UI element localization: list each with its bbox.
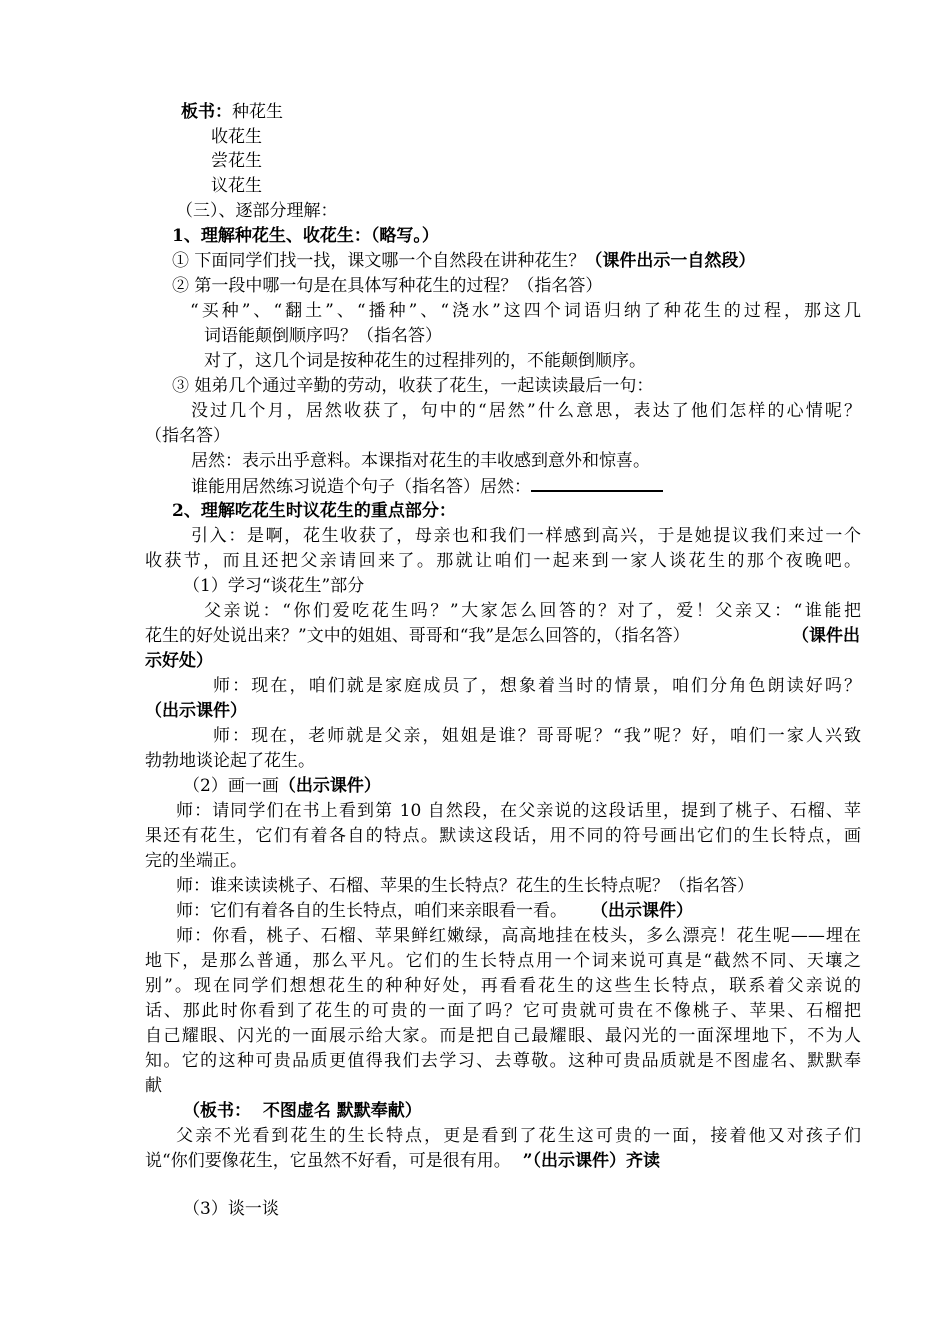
- sub-2-para-5-line-1: 父亲不光看到花生的生长特点，更是看到了花生这可贵的一面，接着他又对孩子们: [176, 1126, 861, 1146]
- sub-1-courseware-note: （课件出: [792, 626, 860, 646]
- board-line-2: 收花生: [211, 127, 262, 147]
- part-1-question-1: ① 下面同学们找一找，课文哪一个自然段在讲种花生？（课件出示一自然段）: [172, 251, 756, 271]
- part-1-q2-answer: 对了，这几个词是按种花生的过程排列的，不能颠倒顺序。: [204, 351, 646, 371]
- sub-1-para-2-line-1: 师：现在，咱们就是家庭成员了，想象着当时的情景，咱们分角色朗读好吗？: [213, 676, 861, 696]
- sub-1-title: （1）学习“谈花生”部分: [183, 576, 365, 596]
- sub-1-para-1-line-3: 示好处）: [145, 651, 213, 671]
- sub-1-para-1-line-1: 父亲说：“你们爱吃花生吗？”大家怎么回答的？对了，爱！父亲又：“谁能把: [204, 601, 861, 621]
- board-heading: [181, 100, 283, 125]
- sub-2-para-4-line-1: 师：你看，桃子、石榴、苹果鲜红嫩绿，高高地挂在枝头，多么漂亮！花生呢——埋在: [176, 926, 861, 946]
- sub-2-para-4-line-6: 知。它的这种可贵品质更值得我们去学习、去尊敬。这种可贵品质就是不图虚名、默默奉: [145, 1051, 861, 1071]
- courseware-note: （课件出示一自然段）: [585, 251, 756, 271]
- sub-2-para-4-line-3: 别”。现在同学们想想花生的种种好处，再看看花生的这些生长特点，联系着父亲说的: [145, 976, 861, 996]
- section-3-title: （三）、逐部分理解：: [176, 201, 338, 221]
- board-label: 板书：: [181, 102, 232, 122]
- sub-2-para-2: 师：谁来读读桃子、石榴、苹果的生长特点？花生的生长特点呢？（指名答）: [176, 876, 754, 896]
- sub-1-para-2-line-2: （出示课件）: [145, 701, 247, 721]
- sub-2-para-1-line-3: 完的坐端正。: [145, 851, 247, 871]
- sub-2-para-4-line-5: 自己耀眼、闪光的一面展示给大家。而是把自己最耀眼、最闪光的一面深埋地下，不为人: [145, 1026, 861, 1046]
- part-2-intro-line-2: 收获节，而且还把父亲请回来了。那就让咱们一起来到一家人谈花生的那个夜晚吧。: [145, 551, 861, 571]
- part-1-q3-detail-line-1: 没过几个月，居然收获了，句中的“居然”什么意思，表达了他们怎样的心情呢？: [191, 401, 861, 421]
- board-line-1: 种花生: [232, 102, 283, 122]
- part-1-question-3: ③ 姐弟几个通过辛勤的劳动，收获了花生，一起读读最后一句：: [172, 376, 654, 396]
- part-1-q2-detail-line-1: “买种”、“翻土”、“播种”、“浇水”这四个词语归纳了种花生的过程，那这几: [190, 301, 861, 321]
- part-1-q3-answer: 居然：表示出乎意料。本课指对花生的丰收感到意外和惊喜。: [191, 451, 650, 471]
- sub-2-board-note: （板书： 不图虚名 默默奉献）: [183, 1101, 422, 1121]
- sub-2-para-3: 师：它们有着各自的生长特点，咱们来亲眼看一看。 （出示课件）: [176, 901, 693, 921]
- board-line-3: 尝花生: [211, 151, 262, 171]
- sub-1-para-1-line-2: 花生的好处说出来？”文中的姐姐、哥哥和“我”是怎么回答的，（指名答）: [145, 626, 690, 646]
- sub-1-para-3-line-2: 勃勃地谈论起了花生。: [145, 751, 315, 771]
- part-2-title: 2、理解吃花生时议花生的重点部分：: [172, 501, 456, 521]
- part-1-title: 1、理解种花生、收花生：（略写。）: [172, 226, 439, 246]
- sub-2-para-1-line-1: 师：请同学们在书上看到第 10 自然段，在父亲说的这段话里，提到了桃子、石榴、苹: [176, 801, 861, 821]
- sub-2-para-4-line-4: 话、那此时你看到了花生的可贵的一面了吗？它可贵就可贵在不像桃子、苹果、石榴把: [145, 1001, 861, 1021]
- part-1-q3-detail-line-2: （指名答）: [145, 426, 230, 446]
- part-2-intro-line-1: 引入：是啊，花生收获了，母亲也和我们一样感到高兴，于是她提议我们来过一个: [191, 526, 861, 546]
- sub-2-para-4-line-7: 献: [145, 1076, 162, 1096]
- part-1-q3-practice: 谁能用居然练习说造个句子（指名答）居然：: [191, 474, 663, 500]
- part-1-q2-detail-line-2: 词语能颠倒顺序吗？（指名答）: [204, 326, 442, 346]
- sub-2-para-5-line-2: 说“你们要像花生，它虽然不好看，可是很有用。 ”（出示课件）齐读: [145, 1151, 660, 1171]
- sub-2-para-4-line-2: 地下，是那么普通，那么平凡。它们的生长特点用一个词来说可真是“截然不同、天壤之: [145, 951, 861, 971]
- board-line-4: 议花生: [211, 176, 262, 196]
- fill-in-blank: [531, 474, 663, 492]
- sub-2-title: （2）画一画（出示课件）: [183, 776, 381, 796]
- sub-3-title: （3）谈一谈: [183, 1199, 279, 1219]
- sub-2-para-1-line-2: 果还有花生，它们有着各自的特点。默读这段话，用不同的符号画出它们的生长特点，画: [145, 826, 861, 846]
- part-1-question-2: ② 第一段中哪一句是在具体写种花生的过程？（指名答）: [172, 276, 603, 296]
- sub-1-para-3-line-1: 师：现在，老师就是父亲，姐姐是谁？哥哥呢？“我”呢？好，咱们一家人兴致: [213, 726, 861, 746]
